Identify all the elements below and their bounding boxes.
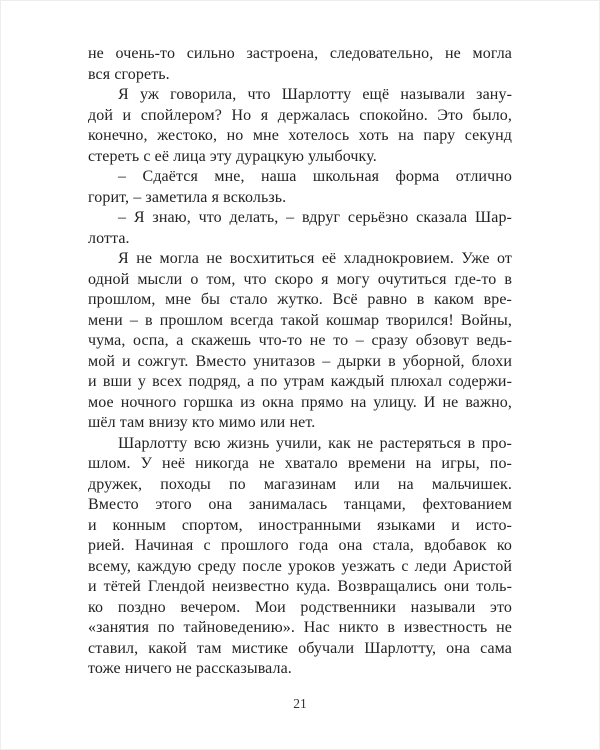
paragraph: [88, 208, 512, 249]
text-line: не очень-то сильно застроена, следовательно, не могла: [88, 45, 512, 62]
text-line: горит, – заметила я вскользь.: [88, 188, 287, 206]
text-line: мое ночного горшка из окна прямо на улицу. И не важно,: [88, 393, 512, 411]
text-line: всему, каждую среду после уроков уезжать с леди Аристой: [88, 557, 512, 575]
paragraph: [88, 44, 512, 85]
text-line: ставил, какой там мистике обучали Шарлотту, она сама: [88, 639, 512, 657]
text-line: Шарлотту всю жизнь учили, как не растеряться в про-: [118, 434, 512, 452]
paragraph: [88, 434, 512, 680]
text-line: Я не могла не восхититься её хладнокровием. Уже от: [118, 250, 512, 267]
text-line: одной мысли о том, что скоро я могу очутиться где-то в: [88, 270, 512, 288]
text-line: мени – в прошлом всегда такой кошмар творился! Войны,: [88, 311, 512, 329]
text-line: Вместо этого она занималась танцами, фехтованием: [88, 496, 512, 513]
text-line: тоже ничего не рассказывала.: [88, 660, 292, 677]
text-line: ко поздно вечером. Мои родственники называли это: [88, 598, 512, 616]
text-line: конечно, жестоко, но мне хотелось хоть на пару секунд: [88, 127, 512, 144]
text-line: шёл там внизу кто мимо или нет.: [88, 414, 316, 431]
text-line: вся сгореть.: [88, 65, 170, 83]
paragraph: [88, 85, 512, 167]
text-line: Я уж говорила, что Шарлотту ещё называли зану-: [118, 86, 512, 103]
text-line: шлом. У неё никогда не хватало времени на игры, по-: [88, 455, 512, 472]
paragraph: [88, 167, 512, 208]
text-line: и тётей Глендой неизвестно куда. Возвращались они толь-: [88, 578, 512, 595]
text-line: – Я знаю, что делать, – вдруг серьёзно сказала Шар-: [118, 209, 512, 226]
text-line: дой и спойлером? Но я держалась спокойно. Это было,: [88, 106, 512, 124]
text-line: – Сдаётся мне, наша школьная форма отлично: [118, 168, 512, 185]
text-line: и конным спортом, иностранными языками и исто-: [88, 516, 512, 534]
text-line: «занятия по тайноведению». Нас никто в известность не: [88, 619, 512, 636]
text-line: лотта.: [88, 229, 130, 247]
text-line: прошлом, мне бы стало жутко. Всё равно в каком вре-: [88, 291, 512, 308]
text-line: рией. Начиная с прошлого года она стала, вдобавок ко: [88, 537, 512, 554]
text-line: дружек, походы по магазинам или на мальчишек.: [88, 475, 512, 493]
text-line: и вши у всех подряд, а по утрам каждый плюхал содержи-: [88, 373, 512, 390]
page-text: [88, 44, 512, 680]
text-line: мой и сожгут. Вместо унитазов – дырки в уборной, блохи: [88, 352, 512, 370]
paragraph: [88, 249, 512, 434]
text-line: чума, оспа, а скажешь что-то не то – сразу обзовут ведь-: [88, 332, 512, 349]
text-line: стереть с её лица эту дурацкую улыбочку.: [88, 147, 377, 165]
page-number: 21: [293, 696, 307, 711]
